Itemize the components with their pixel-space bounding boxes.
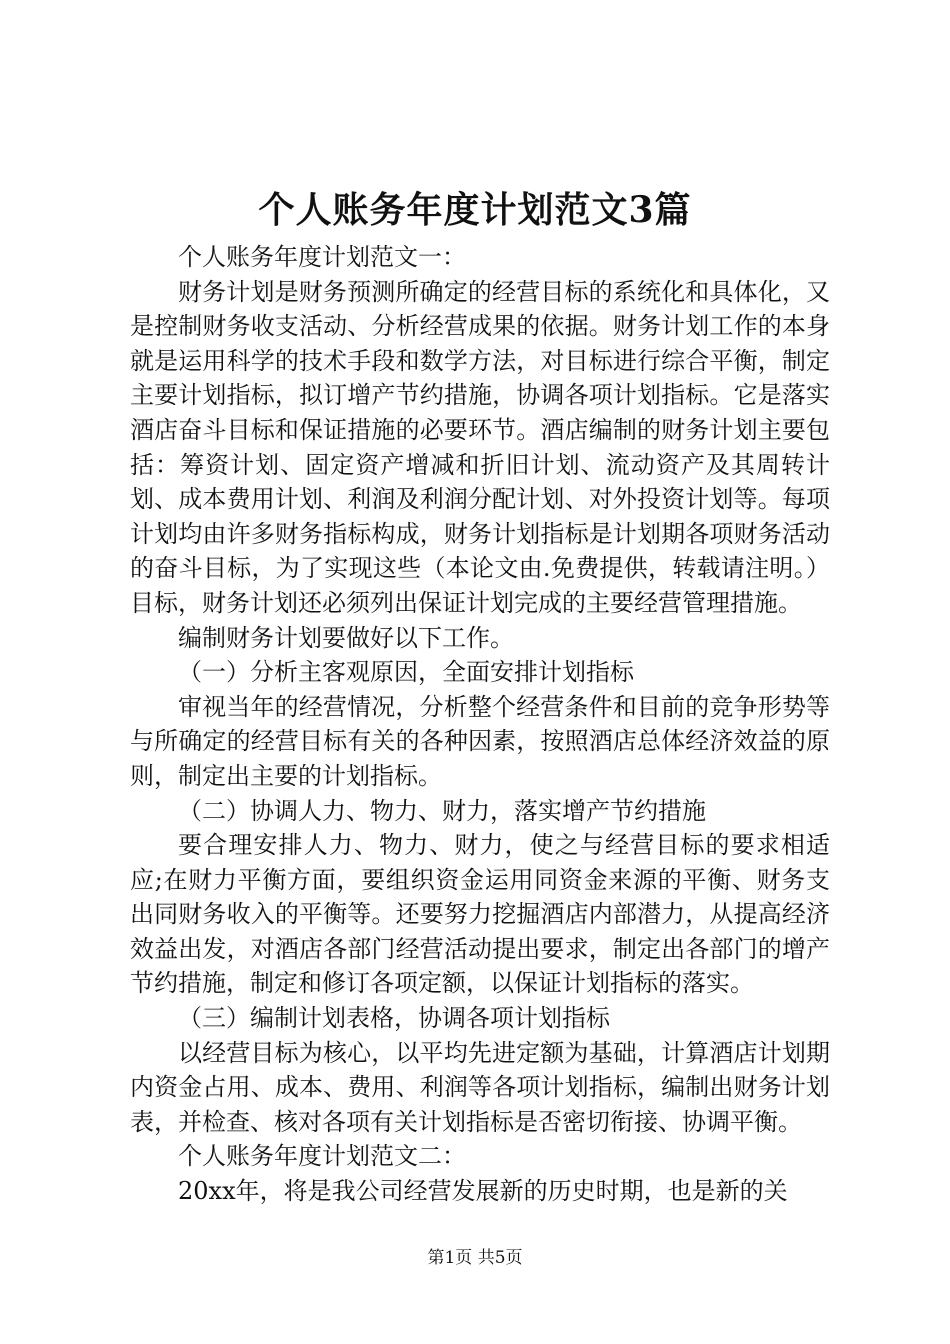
paragraph: 编制财务计划要做好以下工作。 [178, 623, 514, 652]
section-heading: （二）协调人力、物力、财力，落实增产节约措施 [178, 796, 706, 825]
paragraph: 财务计划是财务预测所确定的经营目标的系统化和具体化，又是控制财务收支活动、分析经营成果的依据。财务计划工作的本身就是运用科学的技术手段和数学方法，对目标进行综合平衡，制定主要计划指标，拟订增产节约措施，协调各项计划指标。它是落实酒店奋斗目标和保证措施的必要环节。酒店编制的财务计划主要包括：筹资计划、固定资产增减和折旧计划、流动资产及其周转计划、成本费用计划、利润及利润分配计划、对外投资计划等。每项计划均由许多财务指标构成，财务计划指标是计划期各项财务活动的奋斗目标，为了实现这些（本论文由.免费提供，转载请注明。）目标，财务计划还必须列出保证计划完成的主要经营管理措施。 [130, 277, 830, 617]
section-heading: （一）分析主客观原因，全面安排计划指标 [178, 658, 634, 687]
paragraph: 个人账务年度计划范文一： [178, 243, 466, 271]
paragraph: 以经营目标为核心，以平均先进定额为基础，计算酒店计划期内资金占用、成本、费用、利润等各项计划指标，编制出财务计划表，并检查、核对各项有关计划指标是否密切衔接、协调平衡。 [130, 1038, 830, 1136]
section-heading: （三）编制计划表格，协调各项计划指标 [178, 1004, 610, 1033]
paragraph: 审视当年的经营情况，分析整个经营条件和目前的竞争形势等与所确定的经营目标有关的各种因素，按照酒店总体经济效益的原则，制定出主要的计划指标。 [130, 692, 830, 790]
paragraph: 个人账务年度计划范文二： [178, 1142, 466, 1171]
paragraph: 20xx年，将是我公司经营发展新的历史时期，也是新的关 [178, 1177, 788, 1206]
page-footer: 第1页 共5页 [427, 1248, 523, 1268]
paragraph: 要合理安排人力、物力、财力，使之与经营目标的要求相适应;在财力平衡方面，要组织资金运用同资金来源的平衡、财务支出同财务收入的平衡等。还要努力挖掘酒店内部潜力，从提高经济效益出发，对酒店各部门经营活动提出要求，制定出各部门的增产节约措施，制定和修订各项定额，以保证计划指标的落实。 [130, 831, 830, 998]
document-body [130, 240, 830, 1209]
page-title: 个人账务年度计划范文3篇 [258, 189, 692, 231]
